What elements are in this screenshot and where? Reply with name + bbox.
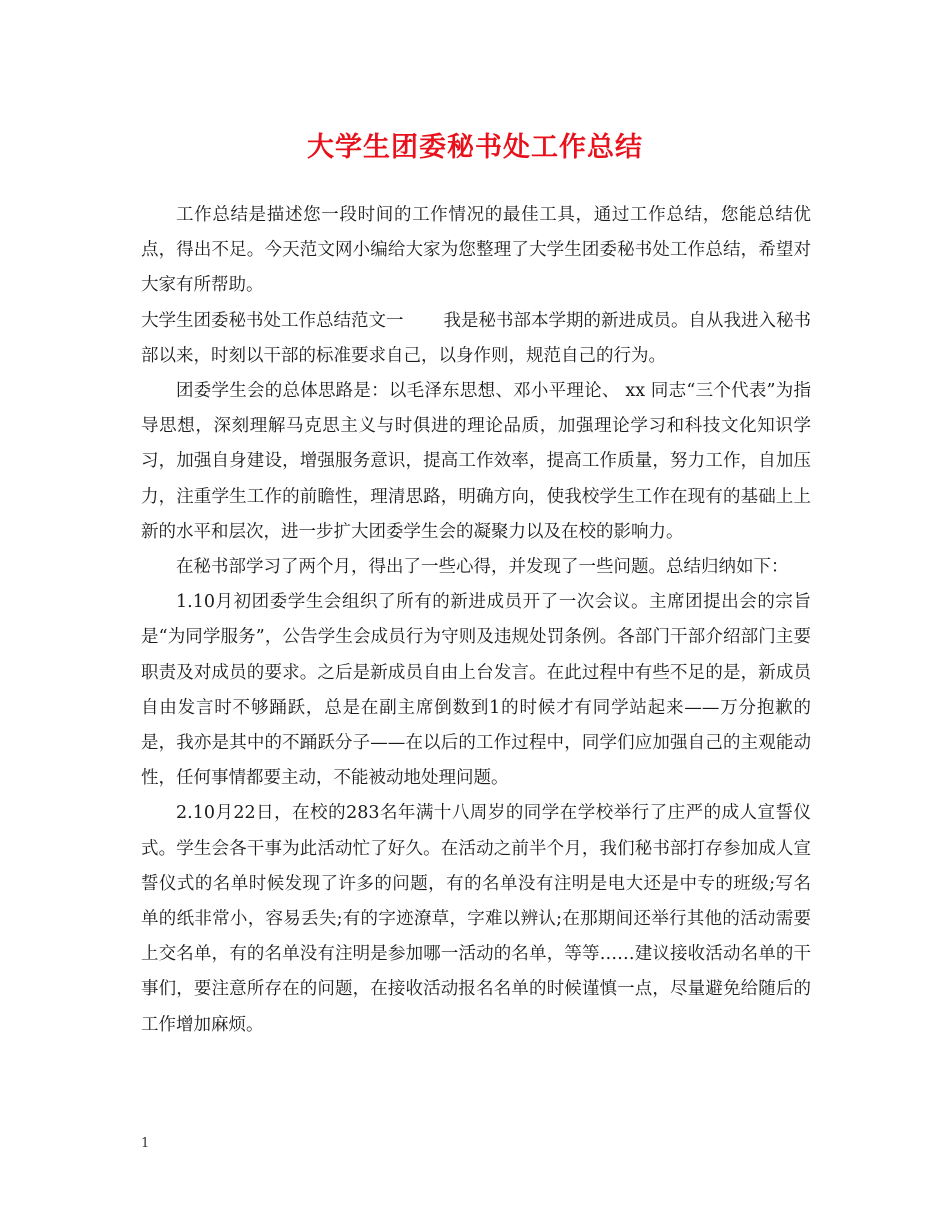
section-heading: 大学生团委秘书处工作总结范文一 <box>141 310 404 331</box>
document-body <box>141 198 811 1043</box>
paragraph-item-2: 2.10月22日，在校的283名年满十八周岁的同学在学校举行了庄严的成人宣誓仪式。学生会各干事为此活动忙了好久。在活动之前半个月，我们秘书部打存参加成人宣誓仪式的名单时候发现了许多的问题，有的名单没有注明是电大还是中专的班级;写名单的纸非常小，容易丢失;有的字迹潦草，字难以辨认;在那期间还举行其他的活动需要上交名单，有的名单没有注明是参加哪一活动的名单，等等……建议接收活动名单的干事们，要注意所存在的问题，在接收活动报名名单的时候谨慎一点，尽量避免给随后的工作增加麻烦。 <box>141 803 811 1035</box>
paragraph-guiding-thought: 团委学生会的总体思路是：以毛泽东思想、邓小平理论、 xx 同志“三个代表”为指导思想，深刻理解马克思主义与时俱进的理论品质，加强理论学习和科技文化知识学习，加强自身建设，增强服务意识，提高工作效率，提高工作质量，努力工作，自加压力，注重学生工作的前瞻性，理清思路，明确方向，使我校学生工作在现有的基础上上新的水平和层次，进一步扩大团委学生会的凝聚力以及在校的影响力。 <box>141 381 811 542</box>
section-lead: 我是秘书部本学期的新进成员。自从我进入秘书部以来，时刻以干部的标准要求自己，以身作则，规范自己的行为。 <box>141 310 811 366</box>
page-number: 1 <box>141 1136 150 1151</box>
intro-paragraph: 工作总结是描述您一段时间的工作情况的最佳工具，通过工作总结，您能总结优点，得出不足。今天范文网小编给大家为您整理了大学生团委秘书处工作总结，希望对大家有所帮助。 <box>141 205 811 296</box>
section-paragraph <box>141 304 811 374</box>
paragraph-item-1: 1.10月初团委学生会组织了所有的新进成员开了一次会议。主席团提出会的宗旨是“为同学服务”，公告学生会成员行为守则及违规处罚条例。各部门干部介绍部门主要职责及对成员的要求。之后是新成员自由上台发言。在此过程中有些不足的是，新成员自由发言时不够踊跃，总是在副主席倒数到1的时候才有同学站起来——万分抱歉的是，我亦是其中的不踊跃分子——在以后的工作过程中，同学们应加强自己的主观能动性，任何事情都要主动，不能被动地处理问题。 <box>141 592 811 789</box>
document-title: 大学生团委秘书处工作总结 <box>307 132 643 163</box>
paragraph-summary-intro: 在秘书部学习了两个月，得出了一些心得，并发现了一些问题。总结归纳如下： <box>176 557 789 578</box>
